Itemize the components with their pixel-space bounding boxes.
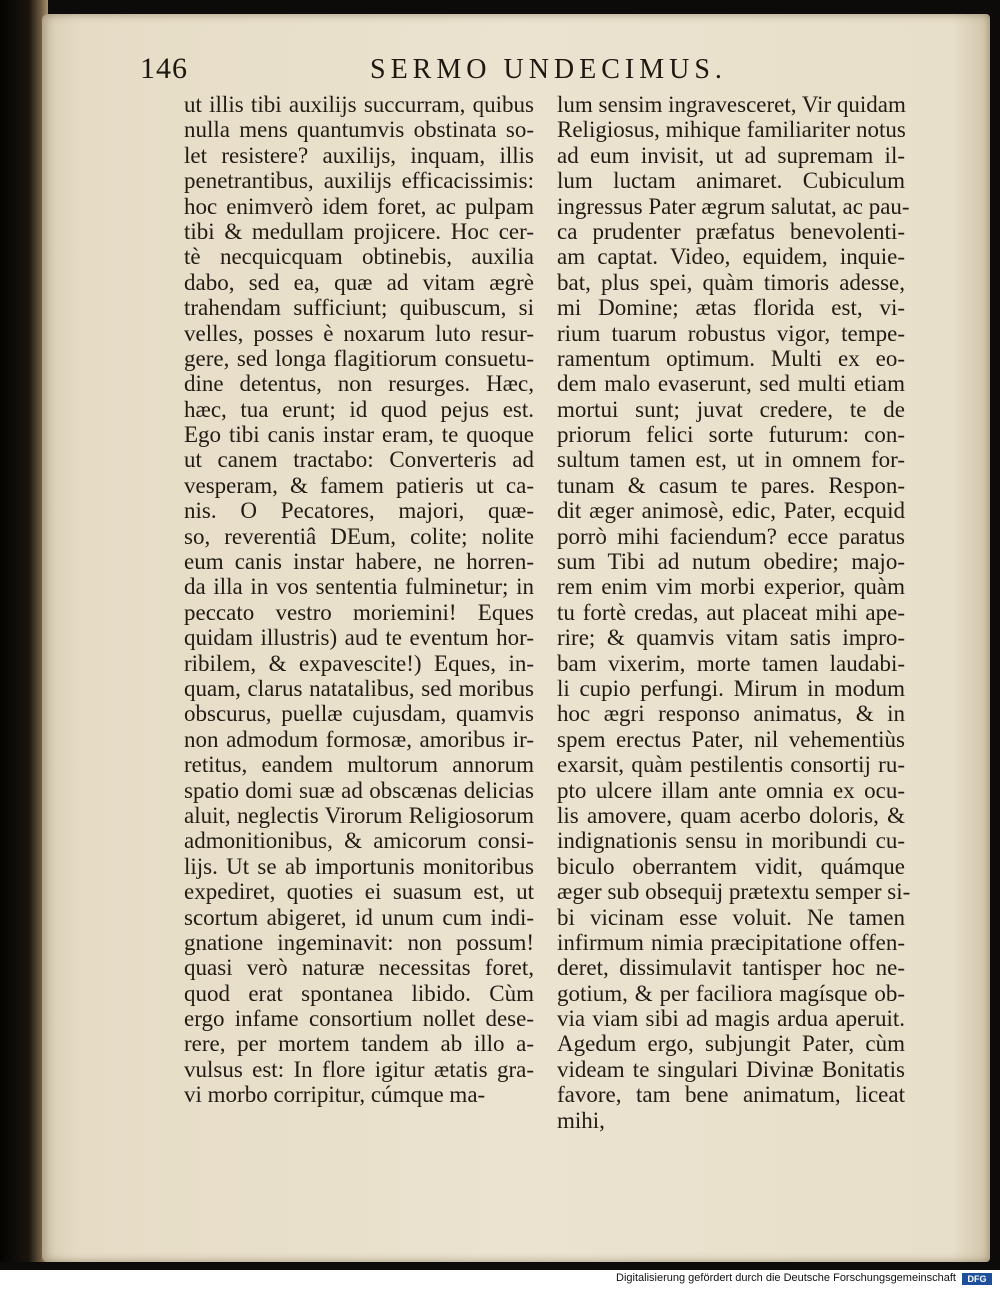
text-line: sum Tibi ad nutum obedire; majo- — [557, 549, 905, 575]
text-line: eum canis instar habere, ne horren- — [184, 549, 534, 575]
text-line: Agedum ergo, subjungit Pater, cùm — [557, 1031, 905, 1057]
text-line: priorum felici sorte futurum: con- — [557, 422, 905, 448]
text-line: lum sensim ingravesceret, Vir quidam — [557, 92, 906, 117]
text-line: hæc, tua erunt; id quod pejus est. — [184, 396, 534, 422]
text-line: tunam & casum te pares. Respon- — [557, 472, 905, 498]
page-header — [140, 50, 920, 90]
text-line: quasi verò naturæ necessitas foret, — [184, 955, 534, 981]
text-line: velles, posses è noxarum luto resur- — [184, 320, 534, 346]
text-line: rire; & quamvis vitam satis impro- — [557, 625, 905, 651]
text-line: lum luctam animaret. Cubiculum — [557, 168, 905, 194]
text-line: nis. O Pecatores, majori, quæ- — [184, 498, 534, 524]
text-line: porrò mihi faciendum? ecce paratus — [557, 523, 905, 549]
text-line: exarsit, quàm pestilentis consortij ru- — [557, 752, 905, 778]
text-line: ramentum optimum. Multi ex eo- — [557, 345, 905, 371]
text-line: hoc enimverò idem foret, ac pulpam — [184, 193, 534, 219]
text-line: mi Domine; ætas florida est, vi- — [557, 295, 905, 321]
text-line: admonitionibus, & amicorum consi- — [184, 828, 534, 854]
right-text-column — [557, 92, 911, 1133]
text-line: li cupio perfungi. Mirum in modum — [557, 675, 905, 701]
text-line: bam vixerim, morte tamen laudabi- — [557, 650, 905, 676]
text-line: rem enim vim morbi experior, quàm — [557, 574, 905, 600]
text-line: non admodum formosæ, amoribus ir- — [184, 726, 534, 752]
text-line: ad eum invisit, ut ad supremam il- — [557, 142, 905, 168]
text-line: biculo oberrantem vidit, quámque — [557, 853, 905, 879]
text-line: trahendam sufficiunt; quibuscum, si — [184, 295, 534, 321]
text-line: pto ulcere illam ante omnia ex ocu- — [557, 777, 905, 803]
text-line: lijs. Ut se ab importunis monitoribus — [184, 853, 534, 879]
digitization-footer — [0, 1270, 1000, 1289]
text-line: let resistere? auxilijs, inquam, illis — [184, 142, 534, 168]
text-line: lis amovere, quam acerbo doloris, & — [557, 802, 905, 828]
dfg-logo: DFG — [962, 1273, 992, 1285]
text-line: vulsus est: In flore igitur ætatis gra- — [184, 1056, 534, 1082]
text-line: æger sub obsequij prætextu semper si- — [557, 879, 911, 905]
text-line: tè necquicquam obtinebis, auxilia — [184, 244, 534, 270]
text-line: Ego tibi canis instar eram, te quoque — [184, 422, 534, 448]
text-line: indignationis sensu in moribundi cu- — [557, 828, 905, 854]
text-line: favore, tam bene animatum, liceat — [557, 1082, 905, 1108]
text-line: expediret, quoties ei suasum est, ut — [184, 879, 534, 905]
text-line: gnatione ingeminavit: non possum! — [184, 929, 534, 955]
text-line: ribilem, & expavescite!) Eques, in- — [184, 650, 534, 676]
text-line: dem malo evaserunt, sed multi etiam — [557, 371, 905, 397]
text-line: ingressus Pater ægrum salutat, ac pau- — [557, 193, 910, 219]
text-line: am captat. Video, equidem, inquie- — [557, 244, 905, 270]
text-line: aluit, neglectis Virorum Religiosorum — [184, 802, 534, 828]
text-line: quod erat spontanea libido. Cùm — [184, 980, 534, 1006]
text-line: vesperam, & famem patieris ut ca- — [184, 472, 534, 498]
text-line: gotium, & per faciliora magísque ob- — [557, 980, 905, 1006]
text-line: vi morbo corripitur, cúmque ma- — [184, 1082, 486, 1108]
text-line: bi vicinam esse voluit. Ne tamen — [557, 904, 905, 930]
text-line: scortum abigeret, id unum cum indi- — [184, 904, 534, 930]
text-line: ergo infame consortium nollet dese- — [184, 1006, 534, 1032]
text-line: videam te singulari Divinæ Bonitatis — [557, 1056, 905, 1082]
text-line: ut canem tractabo: Converteris ad — [184, 447, 534, 473]
text-line: mortui sunt; juvat credere, te de — [557, 396, 905, 422]
text-line: da illa in vos sententia fulminetur; in — [184, 574, 534, 600]
text-line: spatio domi suæ ad obscænas delicias — [184, 777, 534, 803]
text-line: peccato vestro moriemini! Eques — [184, 599, 534, 625]
text-line: ca prudenter præfatus benevolenti- — [557, 218, 905, 244]
text-line: gere, sed longa flagitiorum consuetu- — [184, 345, 534, 371]
text-line: rium tuarum robustus vigor, tempe- — [557, 320, 905, 346]
text-line: deret, dissimulavit tantisper hoc ne- — [557, 955, 905, 981]
funding-credit: Digitalisierung gefördert durch die Deutsche Forschungsgemeinschaft — [616, 1272, 956, 1284]
text-line: dine detentus, non resurges. Hæc, — [184, 371, 534, 397]
text-line: bat, plus spei, quàm timoris adesse, — [557, 269, 905, 295]
text-line: sultum tamen est, ut in omnem for- — [557, 447, 905, 473]
text-line: ut illis tibi auxilijs succurram, quibus — [184, 92, 534, 117]
text-line: obscurus, puellæ cujusdam, quamvis — [184, 701, 534, 727]
text-line: retitus, eandem multorum annorum — [184, 752, 534, 778]
text-line: tibi & medullam projicere. Hoc cer- — [184, 218, 534, 244]
page-number: 146 — [140, 52, 188, 85]
running-title: SERMO UNDECIMUS. — [370, 54, 727, 85]
text-line: dit æger animosè, edic, Pater, ecquid — [557, 498, 905, 524]
text-line: dabo, sed ea, quæ ad vitam ægrè — [184, 269, 534, 295]
text-line: spem erectus Pater, nil vehementiùs — [557, 726, 905, 752]
text-line: so, reverentiâ DEum, colite; nolite — [184, 523, 534, 549]
text-line: hoc ægri responso animatus, & in — [557, 701, 905, 727]
text-line: infirmum nimia præcipitatione offen- — [557, 929, 905, 955]
text-line: nulla mens quantumvis obstinata so- — [184, 117, 534, 143]
text-line: quam, clarus natatalibus, sed moribus — [184, 675, 534, 701]
book-spine-shadow — [0, 0, 48, 1262]
text-line: via viam sibi ad magis ardua aperuit. — [557, 1006, 905, 1032]
text-line: penetrantibus, auxilijs efficacissimis: — [184, 168, 534, 194]
text-line: tu fortè credas, aut placeat mihi ape- — [557, 599, 905, 625]
text-line: quidam illustris) aud te eventum hor- — [184, 625, 534, 651]
text-line: mihi, — [557, 1107, 605, 1133]
left-text-column — [184, 92, 534, 1108]
text-line: Religiosus, mihique familiariter notus — [557, 117, 906, 143]
text-line: rere, per mortem tandem ab illo a- — [184, 1031, 534, 1057]
